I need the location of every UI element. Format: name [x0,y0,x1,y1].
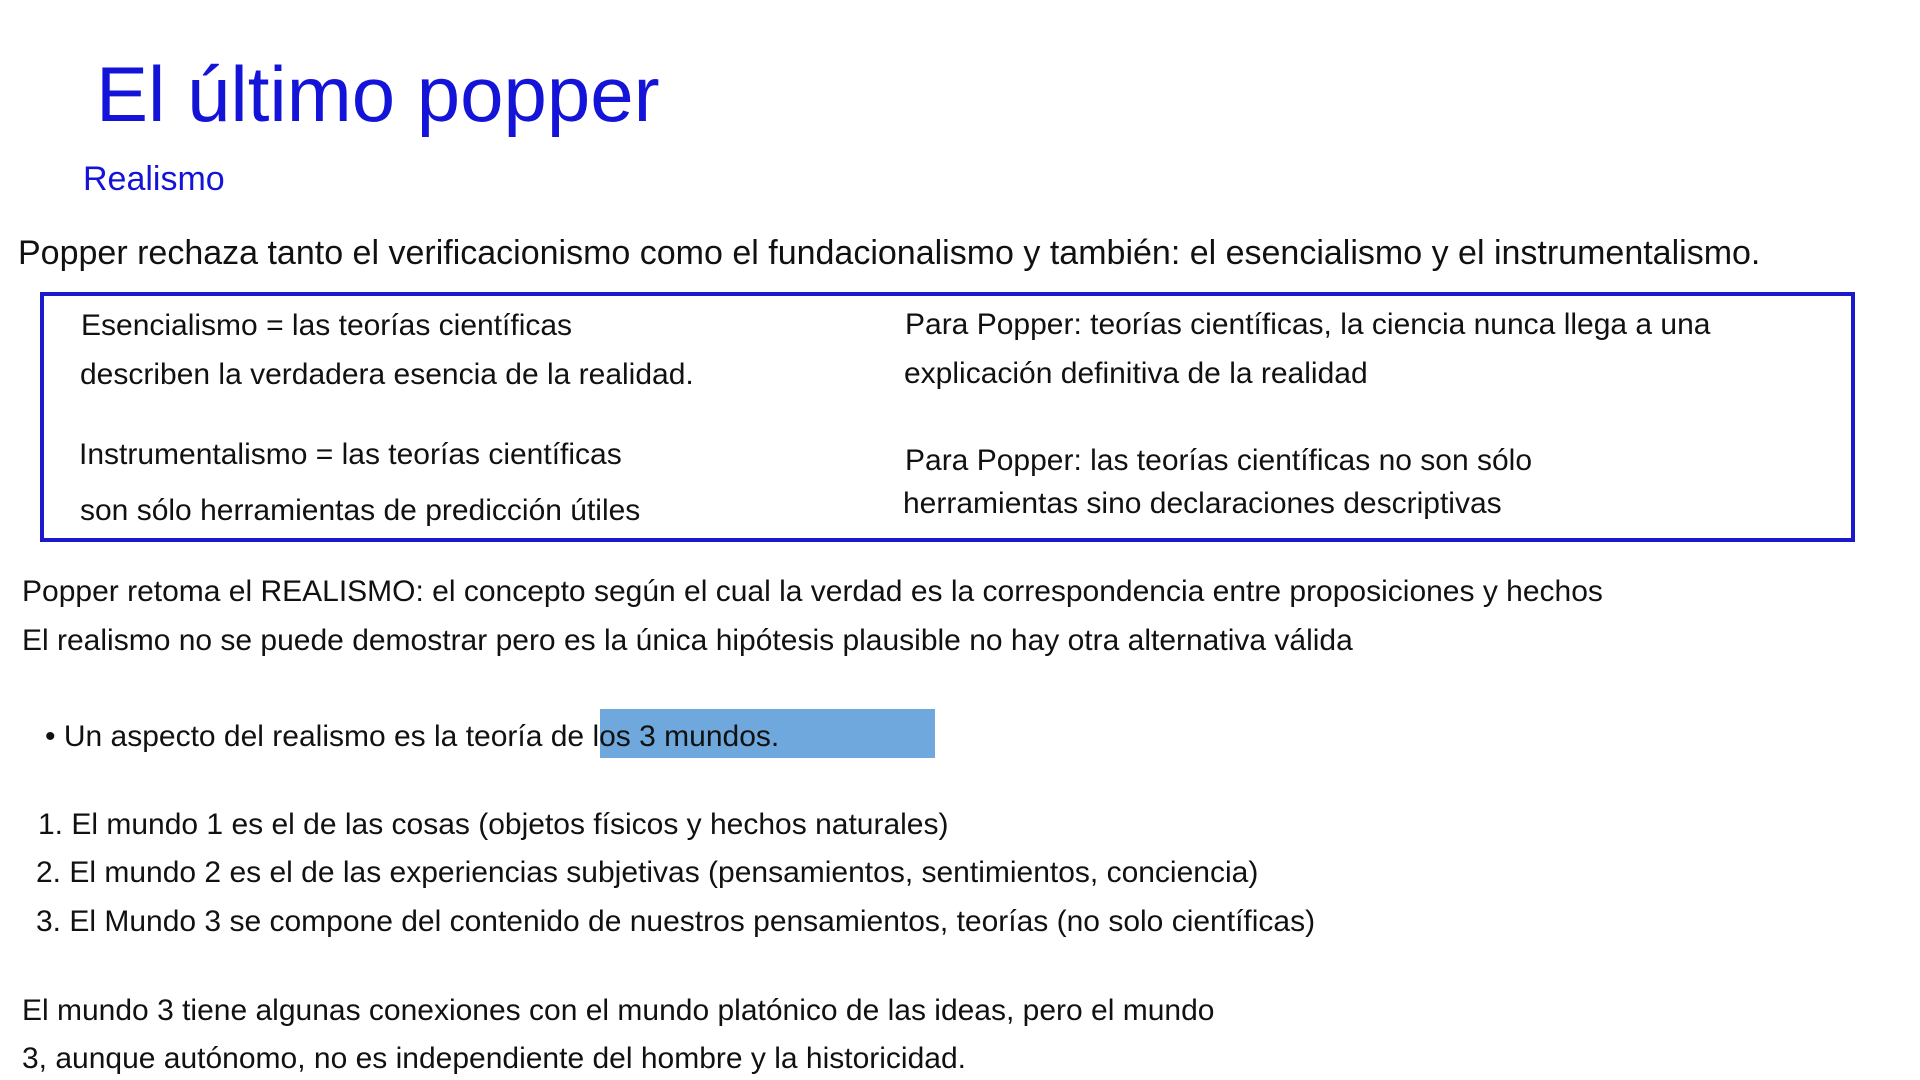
slide-title: El último popper [96,50,660,138]
world-list-item-2: 2. El mundo 2 es el de las experiencias subjetivas (pensamientos, sentimientos, conciencia) [36,856,1259,889]
popper-instrumentalism-line-2: herramientas sino declaraciones descriptivas [903,487,1502,520]
closing-line-1: El mundo 3 tiene algunas conexiones con el mundo platónico de las ideas, pero el mundo [22,994,1215,1027]
essentialism-line-1: Esencialismo = las teorías científicas [81,309,573,342]
popper-instrumentalism-line-1: Para Popper: las teorías científicas no son sólo [905,444,1533,477]
closing-line-2: 3, aunque autónomo, no es independiente del hombre y la historicidad. [22,1042,966,1075]
realism-line-2: El realismo no se puede demostrar pero es la única hipótesis plausible no hay otra alternativa válida [22,624,1353,657]
slide-subtitle: Realismo [83,160,225,198]
popper-essentialism-line-2: explicación definitiva de la realidad [904,357,1368,390]
world-list-item-1: 1. El mundo 1 es el de las cosas (objetos físicos y hechos naturales) [38,808,949,841]
instrumentalism-line-2: son sólo herramientas de predicción útiles [80,494,641,527]
realism-line-1: Popper retoma el REALISMO: el concepto según el cual la verdad es la correspondencia entre proposiciones y hechos [22,575,1603,608]
essentialism-line-2: describen la verdadera esencia de la realidad. [80,358,694,391]
bullet-three-worlds: • Un aspecto del realismo es la teoría de los 3 mundos. [45,720,780,753]
intro-text: Popper rechaza tanto el verificacionismo como el fundacionalismo y también: el esencialismo y el instrumentalismo. [18,234,1761,272]
instrumentalism-line-1: Instrumentalismo = las teorías científicas [79,438,622,471]
world-list-item-3: 3. El Mundo 3 se compone del contenido de nuestros pensamientos, teorías (no solo científicas) [36,905,1316,938]
popper-essentialism-line-1: Para Popper: teorías científicas, la ciencia nunca llega a una [905,308,1711,341]
